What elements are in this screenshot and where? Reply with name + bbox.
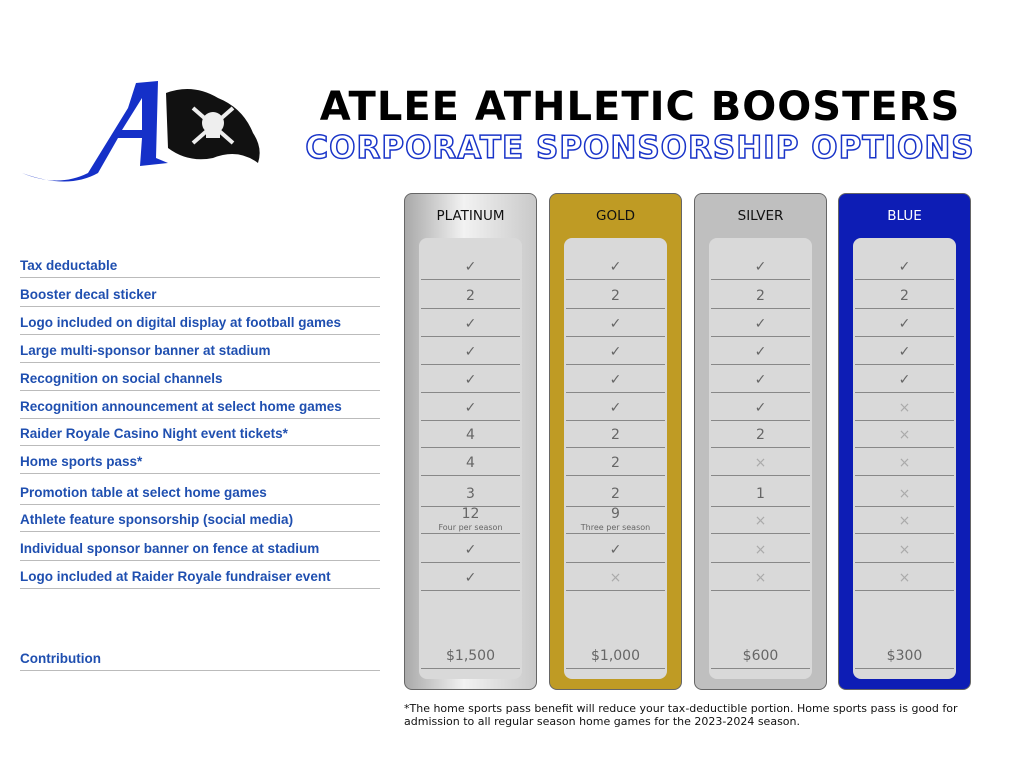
footnote: *The home sports pass benefit will reduce your tax-deductible portion. Home sports pass is good for admission to all regular season home games for the 2023-2024 season. bbox=[404, 702, 958, 728]
cross-icon bbox=[855, 453, 954, 476]
value-text: ✓ bbox=[609, 316, 622, 332]
tier-card-blue bbox=[838, 193, 971, 690]
value-text: × bbox=[898, 400, 911, 416]
value-text: ✓ bbox=[464, 259, 477, 275]
benefit-label: Recognition on social channels bbox=[20, 370, 380, 391]
value-text: 2 bbox=[466, 288, 475, 304]
benefit-value bbox=[566, 453, 665, 476]
value-text: ✓ bbox=[754, 344, 767, 360]
check-icon bbox=[421, 568, 520, 591]
value-text: × bbox=[754, 455, 767, 471]
value-text: ✓ bbox=[754, 400, 767, 416]
check-icon bbox=[711, 398, 810, 421]
benefit-label: Booster decal sticker bbox=[20, 286, 380, 307]
tier-name: SILVER bbox=[737, 208, 784, 224]
tier-card-gold bbox=[549, 193, 682, 690]
benefit-value bbox=[421, 484, 520, 507]
cross-icon bbox=[855, 540, 954, 563]
check-icon bbox=[855, 342, 954, 365]
tier-name: PLATINUM bbox=[436, 208, 505, 224]
benefit-value bbox=[855, 286, 954, 309]
check-icon bbox=[421, 370, 520, 393]
check-icon bbox=[855, 370, 954, 393]
tier-price: $1,000 bbox=[566, 646, 665, 669]
cross-icon bbox=[566, 568, 665, 591]
value-text: × bbox=[754, 542, 767, 558]
value-text: × bbox=[898, 427, 911, 443]
value-text: ✓ bbox=[464, 570, 477, 586]
value-note: Three per season bbox=[580, 523, 651, 532]
check-icon bbox=[566, 370, 665, 393]
value-text: ✓ bbox=[609, 344, 622, 360]
check-icon bbox=[566, 257, 665, 280]
cross-icon bbox=[711, 540, 810, 563]
value-text: ✓ bbox=[898, 372, 911, 388]
value-text: 12 bbox=[461, 506, 480, 522]
value-text: ✓ bbox=[464, 372, 477, 388]
value-text: ✓ bbox=[464, 542, 477, 558]
benefit-label: Tax deductable bbox=[20, 257, 380, 278]
check-icon bbox=[421, 257, 520, 280]
value-text: 3 bbox=[466, 486, 475, 502]
benefit-value bbox=[421, 507, 520, 534]
tier-price: $1,500 bbox=[421, 646, 520, 669]
benefit-value bbox=[566, 286, 665, 309]
benefit-label: Individual sponsor banner on fence at stadium bbox=[20, 540, 380, 561]
check-icon bbox=[421, 314, 520, 337]
check-icon bbox=[421, 398, 520, 421]
value-text: 2 bbox=[756, 427, 765, 443]
value-text: 9 bbox=[611, 506, 620, 522]
value-text: ✓ bbox=[898, 316, 911, 332]
value-text: ✓ bbox=[754, 316, 767, 332]
value-text: ✓ bbox=[898, 344, 911, 360]
cross-icon bbox=[711, 511, 810, 534]
value-text: × bbox=[898, 542, 911, 558]
check-icon bbox=[711, 370, 810, 393]
value-text: 2 bbox=[756, 288, 765, 304]
benefit-value bbox=[421, 286, 520, 309]
check-icon bbox=[566, 314, 665, 337]
tier-card-silver bbox=[694, 193, 827, 690]
cross-icon bbox=[711, 568, 810, 591]
benefit-label: Raider Royale Casino Night event tickets* bbox=[20, 425, 380, 446]
cross-icon bbox=[855, 398, 954, 421]
tier-name: GOLD bbox=[595, 208, 635, 224]
value-text: × bbox=[898, 570, 911, 586]
cross-icon bbox=[855, 425, 954, 448]
benefit-value bbox=[711, 286, 810, 309]
benefit-value bbox=[711, 484, 810, 507]
check-icon bbox=[421, 540, 520, 563]
page-subtitle: CORPORATE SPONSORSHIP OPTIONS bbox=[305, 130, 975, 166]
atlee-logo bbox=[18, 78, 263, 188]
value-text: ✓ bbox=[464, 316, 477, 332]
tier-name: BLUE bbox=[887, 208, 922, 224]
benefit-label: Large multi-sponsor banner at stadium bbox=[20, 342, 380, 363]
cross-icon bbox=[711, 453, 810, 476]
value-note: Four per season bbox=[438, 523, 503, 532]
benefit-label: Recognition announcement at select home games bbox=[20, 398, 380, 419]
value-text: ✓ bbox=[898, 259, 911, 275]
value-text: ✓ bbox=[464, 400, 477, 416]
value-text: 4 bbox=[466, 455, 475, 471]
benefit-value bbox=[421, 425, 520, 448]
value-text: 4 bbox=[466, 427, 475, 443]
value-text: ✓ bbox=[609, 542, 622, 558]
benefit-value bbox=[566, 425, 665, 448]
check-icon bbox=[711, 342, 810, 365]
value-text: ✓ bbox=[609, 259, 622, 275]
benefit-label: Home sports pass* bbox=[20, 453, 380, 474]
check-icon bbox=[711, 257, 810, 280]
check-icon bbox=[421, 342, 520, 365]
benefit-value bbox=[711, 425, 810, 448]
check-icon bbox=[566, 398, 665, 421]
check-icon bbox=[566, 342, 665, 365]
benefit-label: Promotion table at select home games bbox=[20, 484, 380, 505]
value-text: 1 bbox=[756, 486, 765, 502]
check-icon bbox=[711, 314, 810, 337]
benefit-value bbox=[566, 507, 665, 534]
cross-icon bbox=[855, 511, 954, 534]
value-text: 2 bbox=[611, 427, 620, 443]
benefit-value bbox=[421, 453, 520, 476]
value-text: ✓ bbox=[464, 344, 477, 360]
value-text: 2 bbox=[611, 486, 620, 502]
cross-icon bbox=[855, 484, 954, 507]
check-icon bbox=[566, 540, 665, 563]
check-icon bbox=[855, 257, 954, 280]
cross-icon bbox=[855, 568, 954, 591]
value-text: ✓ bbox=[609, 400, 622, 416]
page-title: ATLEE ATHLETIC BOOSTERS bbox=[319, 84, 961, 130]
value-text: ✓ bbox=[754, 259, 767, 275]
benefit-label: Athlete feature sponsorship (social media) bbox=[20, 511, 380, 532]
value-text: 2 bbox=[900, 288, 909, 304]
value-text: × bbox=[898, 513, 911, 529]
benefit-label: Logo included at Raider Royale fundraiser event bbox=[20, 568, 380, 589]
value-text: × bbox=[609, 570, 622, 586]
value-text: 2 bbox=[611, 288, 620, 304]
tier-price: $600 bbox=[711, 646, 810, 669]
value-text: × bbox=[898, 486, 911, 502]
check-icon bbox=[855, 314, 954, 337]
value-text: 2 bbox=[611, 455, 620, 471]
value-text: ✓ bbox=[609, 372, 622, 388]
tier-card-platinum bbox=[404, 193, 537, 690]
value-text: ✓ bbox=[754, 372, 767, 388]
value-text: × bbox=[754, 570, 767, 586]
benefit-value bbox=[566, 484, 665, 507]
tier-price: $300 bbox=[855, 646, 954, 669]
value-text: × bbox=[898, 455, 911, 471]
value-text: × bbox=[754, 513, 767, 529]
contribution-label: Contribution bbox=[20, 650, 380, 671]
benefit-label: Logo included on digital display at football games bbox=[20, 314, 380, 335]
